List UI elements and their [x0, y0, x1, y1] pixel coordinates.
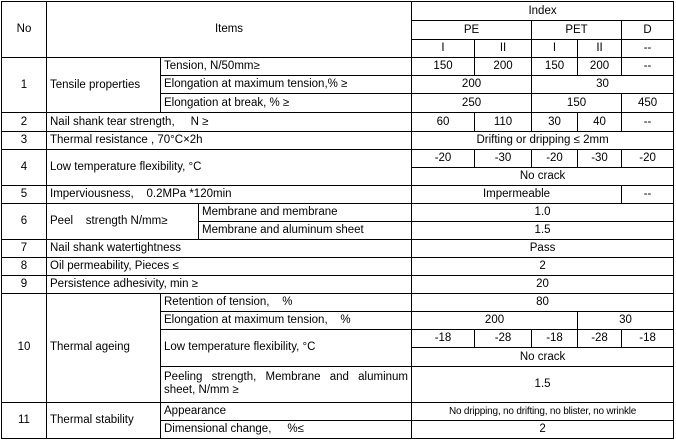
header-d: D: [622, 21, 674, 40]
row8-no: 8: [2, 258, 47, 276]
row1-tension-pe-i: 150: [412, 58, 475, 76]
row4-pe-i: -20: [412, 149, 475, 167]
row4-item: Low temperature flexibility, °C: [47, 149, 412, 185]
row1-no: 1: [2, 58, 47, 113]
row2-pe-i: 60: [412, 113, 475, 131]
row10-peeling-value: 1.5: [412, 366, 674, 402]
row10-lowtemp-pe-ii: -28: [475, 330, 532, 348]
row9-item: Persistence adhesivity, min ≥: [47, 276, 412, 294]
row1-tension-d: --: [622, 58, 674, 76]
row2-item: Nail shank tear strength, N ≥: [47, 113, 412, 131]
row11-dimensional-label: Dimensional change, %≤: [161, 420, 412, 438]
row6-sub2-label: Membrane and aluminum sheet: [199, 221, 412, 239]
row10-item: Thermal ageing: [47, 294, 161, 402]
row2-pe-ii: 110: [475, 113, 532, 131]
row4-pet-ii: -30: [578, 149, 622, 167]
row10-lowtemp-pet-ii: -28: [578, 330, 622, 348]
row7-no: 7: [2, 240, 47, 258]
row2-no: 2: [2, 113, 47, 131]
row4-result: No crack: [412, 167, 674, 185]
row5-no: 5: [2, 185, 47, 203]
row10-elong-label: Elongation at maximum tension, %: [161, 312, 412, 330]
row6-sub2-value: 1.5: [412, 221, 674, 239]
header-d-dash: --: [622, 40, 674, 58]
row7-value: Pass: [412, 240, 674, 258]
row1-elong-max-label: Elongation at maximum tension,% ≥: [161, 76, 412, 94]
row10-elong-pet: 30: [578, 312, 674, 330]
specification-table: [1, 1, 674, 439]
row11-appearance-value: No dripping, no drifting, no blister, no wrinkle: [412, 402, 674, 420]
row5-value: Impermeable: [412, 185, 622, 203]
row2-d: --: [622, 113, 674, 131]
header-index: Index: [412, 2, 674, 21]
header-pe-ii: II: [475, 40, 532, 58]
row1-tension-pe-ii: 200: [475, 58, 532, 76]
row10-lowtemp-label: Low temperature flexibility, °C: [161, 330, 412, 366]
row8-value: 2: [412, 258, 674, 276]
header-no: No: [2, 2, 47, 58]
row1-elong-break-d: 450: [622, 94, 674, 113]
row9-no: 9: [2, 276, 47, 294]
row5-d: --: [622, 185, 674, 203]
row5-item: Imperviousness, 0.2MPa *120min: [47, 185, 412, 203]
row2-pet-i: 30: [532, 113, 578, 131]
row11-dimensional-value: 2: [412, 420, 674, 438]
header-items: Items: [47, 2, 412, 58]
row4-d: -20: [622, 149, 674, 167]
row1-elong-break-label: Elongation at break, % ≥: [161, 94, 412, 113]
row10-lowtemp-pet-i: -18: [532, 330, 578, 348]
row10-peeling-label: Peeling strength, Membrane and aluminum sheet, N/mm ≥: [161, 366, 412, 402]
row6-sub1-value: 1.0: [412, 203, 674, 221]
row4-pet-i: -20: [532, 149, 578, 167]
row10-retention-label: Retention of tension, %: [161, 294, 412, 312]
row6-item: Peel strength N/mm≥: [47, 203, 199, 239]
row4-pe-ii: -30: [475, 149, 532, 167]
row10-retention-value: 80: [412, 294, 674, 312]
row1-elong-break-pet: 150: [532, 94, 622, 113]
row11-no: 11: [2, 402, 47, 438]
row10-lowtemp-d: -18: [622, 330, 674, 348]
header-pet: PET: [532, 21, 622, 40]
row1-tension-pet-ii: 200: [578, 58, 622, 76]
row2-pet-ii: 40: [578, 113, 622, 131]
row1-tension-label: Tension, N/50mm≥: [161, 58, 412, 76]
header-pe-i: I: [412, 40, 475, 58]
row1-elong-break-pe: 250: [412, 94, 532, 113]
row8-item: Oil permeability, Pieces ≤: [47, 258, 412, 276]
row1-elong-max-pe: 200: [412, 76, 532, 94]
header-pet-i: I: [532, 40, 578, 58]
header-pe: PE: [412, 21, 532, 40]
row7-item: Nail shank watertightness: [47, 240, 412, 258]
row3-item: Thermal resistance , 70°C×2h: [47, 131, 412, 149]
row3-value: Drifting or dripping ≤ 2mm: [412, 131, 674, 149]
row1-item: Tensile properties: [47, 58, 161, 113]
row6-no: 6: [2, 203, 47, 239]
row10-lowtemp-result: No crack: [412, 348, 674, 366]
row9-value: 20: [412, 276, 674, 294]
row4-no: 4: [2, 149, 47, 185]
row11-appearance-label: Appearance: [161, 402, 412, 420]
header-pet-ii: II: [578, 40, 622, 58]
row6-sub1-label: Membrane and membrane: [199, 203, 412, 221]
row10-elong-pe: 200: [412, 312, 578, 330]
row11-item: Thermal stability: [47, 402, 161, 438]
row1-tension-pet-i: 150: [532, 58, 578, 76]
row10-no: 10: [2, 294, 47, 402]
row10-lowtemp-pe-i: -18: [412, 330, 475, 348]
row3-no: 3: [2, 131, 47, 149]
row1-elong-max-pet: 30: [532, 76, 674, 94]
